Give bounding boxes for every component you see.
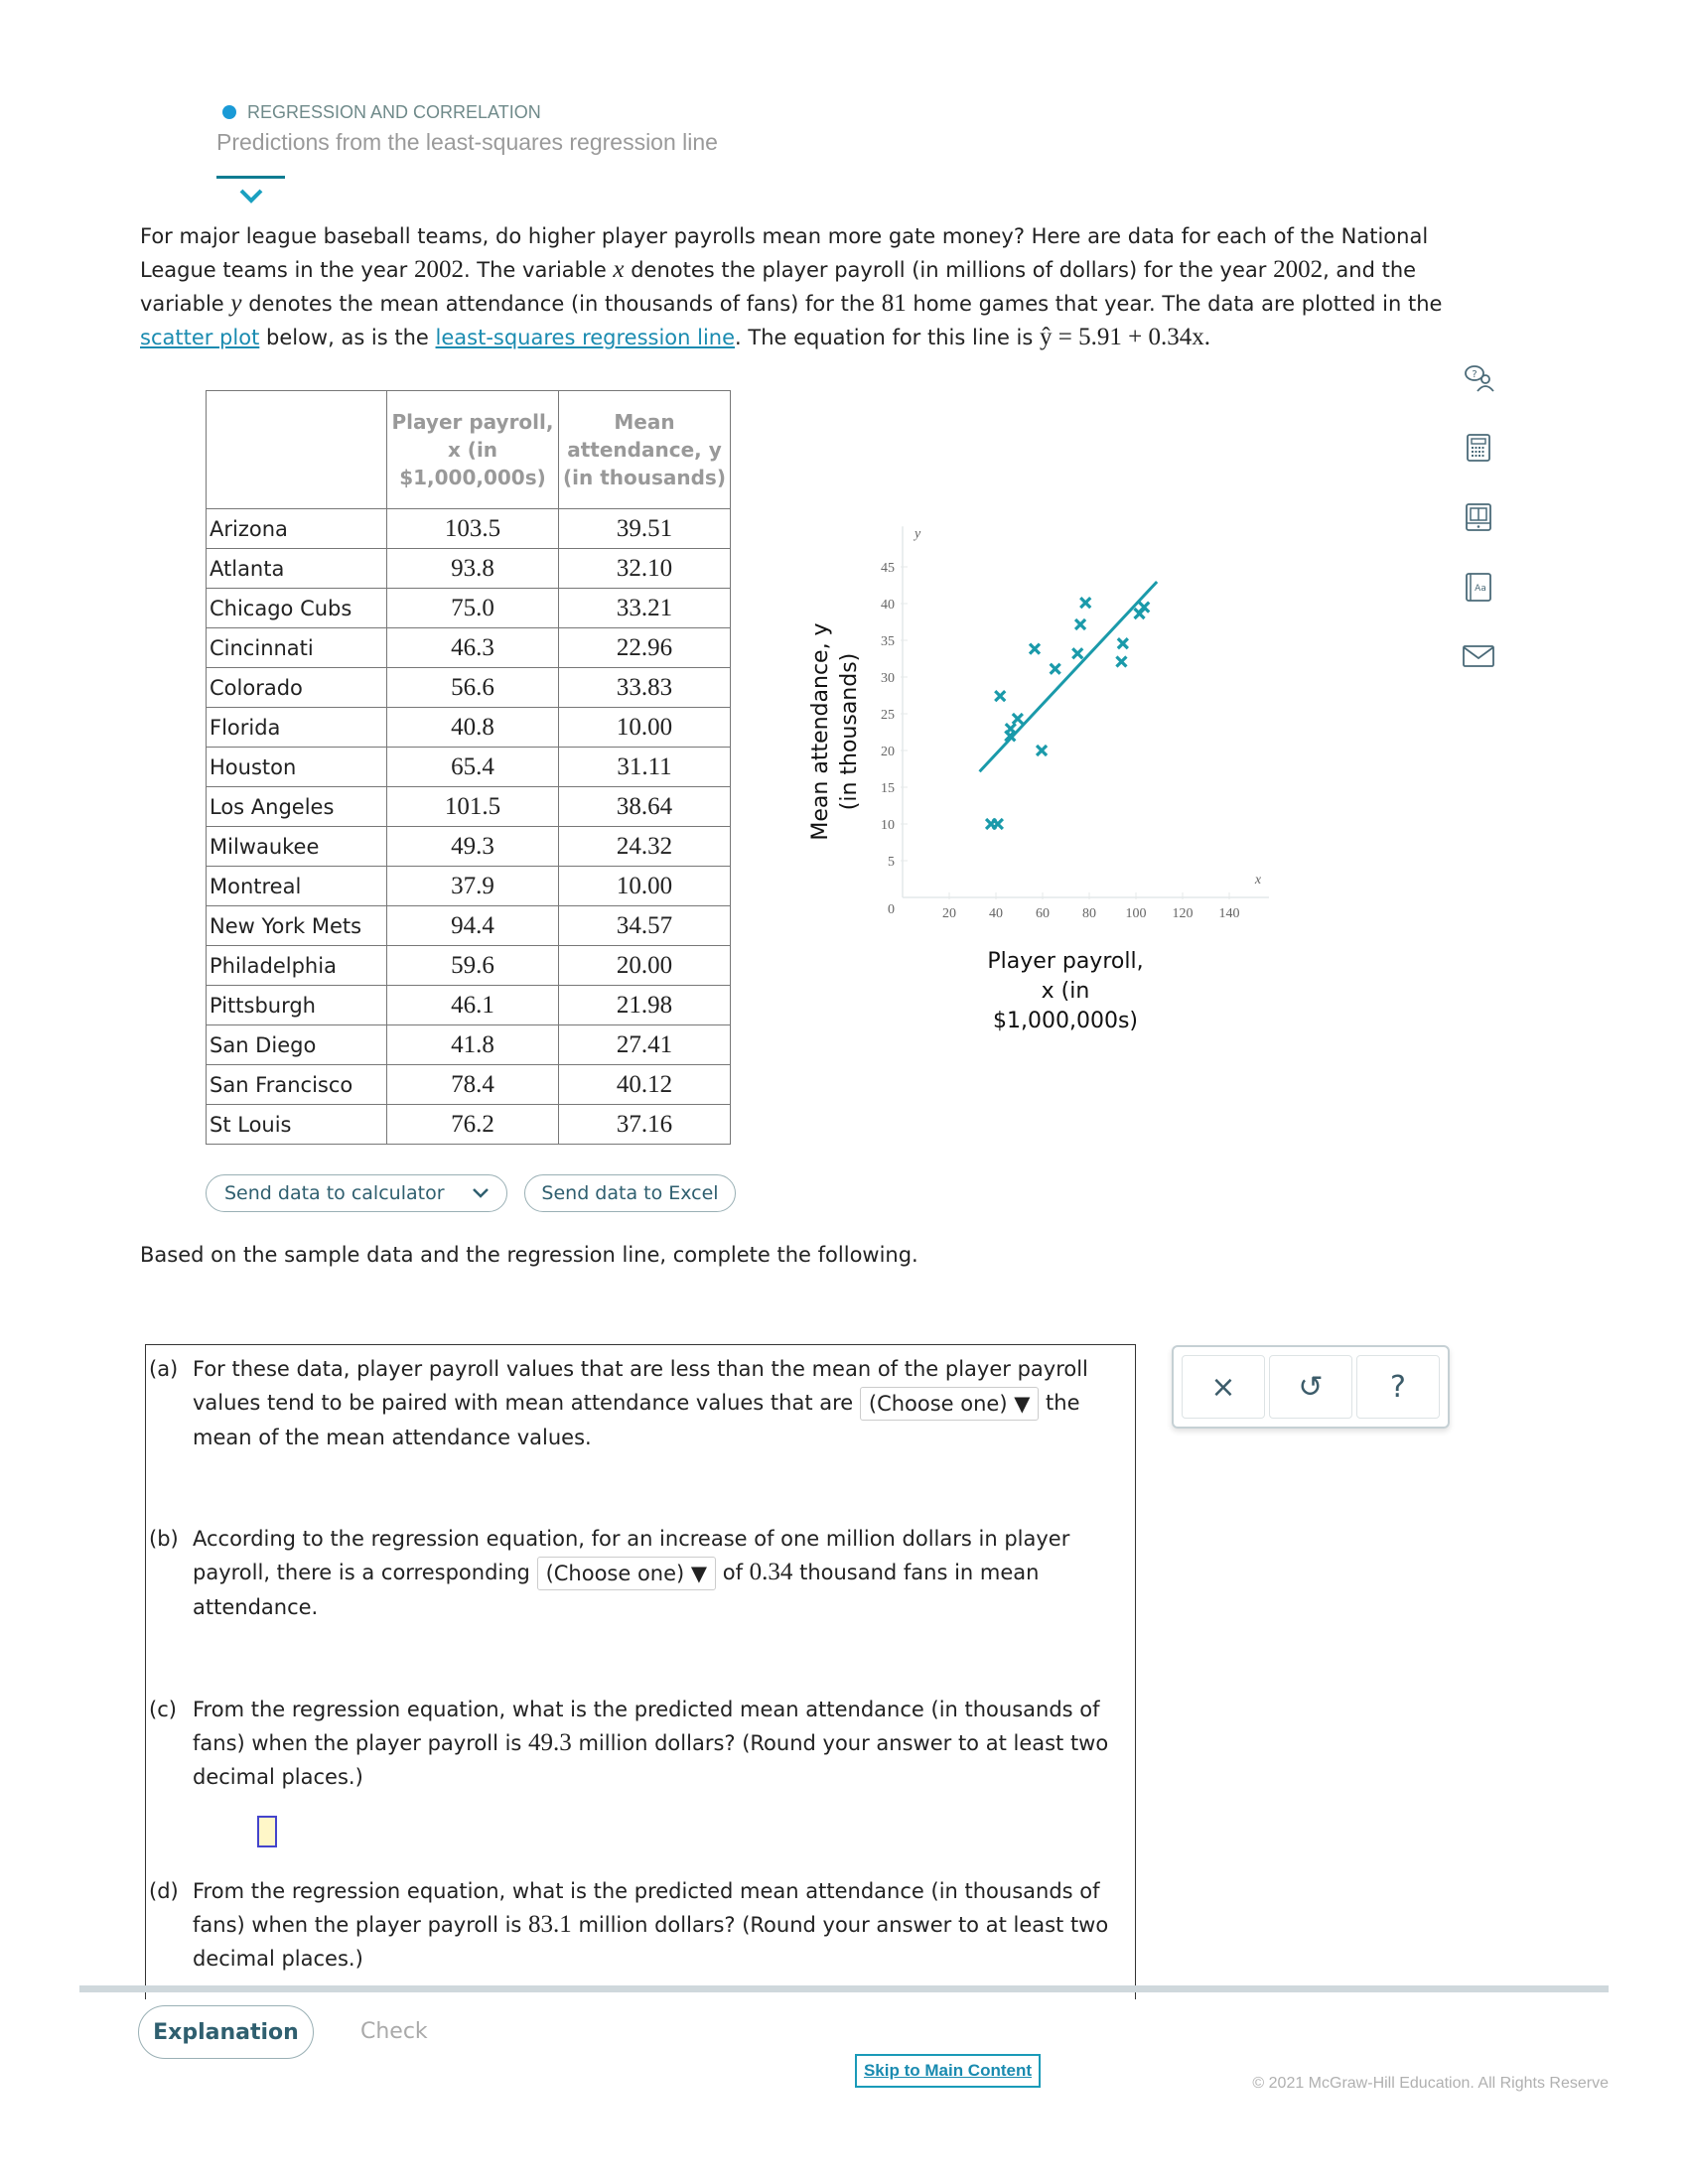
payroll-cell: 59.6 [387,946,559,986]
data-point [986,819,996,829]
y-tick-label: 10 [881,818,895,833]
regression-line-link[interactable]: least-squares regression line [435,326,736,349]
clear-button[interactable] [1182,1355,1265,1419]
question-label: (d) [149,1879,179,1903]
data-point [1013,714,1023,724]
scatter-plot [774,516,1291,1092]
attendance-cell: 33.21 [559,589,731,628]
table-row [207,708,731,748]
x-tick-label: 20 [942,906,956,921]
regression-equation: ŷ = 5.91 + 0.34x. [1040,324,1210,350]
footer-divider [79,1985,1609,1992]
data-point [1116,656,1126,666]
payroll-cell: 101.5 [387,787,559,827]
send-to-calculator-button[interactable] [206,1174,507,1212]
attendance-cell: 39.51 [559,509,731,549]
copyright: © 2021 McGraw-Hill Education. All Rights Reserve [1252,2075,1609,2092]
payroll-cell: 65.4 [387,748,559,787]
x-axis-label: Player payroll, [987,949,1144,974]
x-tick-label: 60 [1036,906,1050,921]
attendance-cell: 33.83 [559,668,731,708]
data-point [1075,619,1085,629]
x-axis-name: x [1254,873,1262,887]
attendance-cell: 31.11 [559,748,731,787]
data-table [206,390,731,1145]
problem-statement [140,220,1451,354]
question-text: thousand fans in mean attendance. [193,1561,1040,1619]
table-row [207,787,731,827]
question-b [149,1522,1132,1624]
team-name: Chicago Cubs [207,589,387,628]
table-header-team [207,391,387,509]
dictionary-icon[interactable] [1462,570,1495,604]
team-name: Cincinnati [207,628,387,668]
payroll-cell: 40.8 [387,708,559,748]
team-name: Montreal [207,867,387,906]
x-axis-label: $1,000,000s) [992,1009,1139,1033]
data-point [1037,746,1047,755]
team-name: Arizona [207,509,387,549]
page-title: Predictions from the least-squares regression line [216,129,718,155]
team-name: Pittsburgh [207,986,387,1025]
payroll-cell: 94.4 [387,906,559,946]
payroll-cell: 78.4 [387,1065,559,1105]
payroll-value: 83.1 [528,1911,572,1938]
x-tick-label: 40 [989,906,1003,921]
payroll-cell: 41.8 [387,1025,559,1065]
x-tick-label: 80 [1082,906,1096,921]
team-name: Philadelphia [207,946,387,986]
check-button[interactable]: Check [360,2019,428,2044]
question-label: (b) [149,1527,179,1551]
table-row [207,827,731,867]
topic-label: REGRESSION AND CORRELATION [247,102,541,122]
undo-icon: ↺ [1298,1369,1324,1405]
ask-instructor-icon[interactable] [1462,361,1495,395]
data-point [995,691,1005,701]
send-to-calculator-label: Send data to calculator [224,1182,445,1204]
instructions-text: Based on the sample data and the regression line, complete the following. [140,1243,918,1267]
team-name: Houston [207,748,387,787]
intro-text: . The equation for this line is [735,326,1041,349]
var-x: x [613,256,625,283]
question-text: million dollars? (Round your answer to at least two decimal places.) [193,1731,1109,1789]
table-row [207,668,731,708]
team-name: New York Mets [207,906,387,946]
intro-text: denotes the player payroll (in millions of dollars) for the year [624,258,1274,282]
attendance-cell: 21.98 [559,986,731,1025]
var-y: y [230,290,242,317]
table-row [207,867,731,906]
y-tick-label: 25 [881,708,895,723]
payroll-cell: 76.2 [387,1105,559,1145]
team-name: San Francisco [207,1065,387,1105]
attendance-cell: 20.00 [559,946,731,986]
attendance-cell: 10.00 [559,708,731,748]
y-tick-label: 20 [881,745,895,759]
table-row [207,748,731,787]
question-label: (c) [149,1698,177,1721]
team-name: Colorado [207,668,387,708]
question-text: From the regression equation, what is the predicted mean attendance (in thousands of fans) when the player payroll is [193,1698,1100,1755]
x-tick-label: 120 [1172,906,1194,921]
team-name: Los Angeles [207,787,387,827]
payroll-cell: 46.1 [387,986,559,1025]
table-row [207,906,731,946]
table-header-payroll: Player payroll, x (in $1,000,000s) [387,391,559,509]
x-tick-label: 100 [1125,906,1147,921]
table-row [207,1105,731,1145]
scatter-plot-link[interactable]: scatter plot [140,326,260,349]
data-point [1051,664,1060,674]
table-row [207,628,731,668]
chevron-down-icon[interactable] [236,185,266,208]
attendance-cell: 27.41 [559,1025,731,1065]
table-header-attendance: Mean attendance, y (in thousands) [559,391,731,509]
payroll-cell: 46.3 [387,628,559,668]
attendance-cell: 37.16 [559,1105,731,1145]
chevron-down-icon [471,1186,491,1200]
table-row [207,589,731,628]
y-tick-label: 30 [881,671,895,686]
team-name: Florida [207,708,387,748]
payroll-cell: 75.0 [387,589,559,628]
question-d [149,1874,1132,1976]
y-tick-label: 40 [881,598,895,613]
payroll-cell: 103.5 [387,509,559,549]
skip-to-main-content-link[interactable]: Skip to Main Content [855,2054,1041,2088]
payroll-cell: 93.8 [387,549,559,589]
y-axis-label: Mean attendance, y [808,622,833,841]
table-row [207,549,731,589]
data-point [1080,598,1090,608]
team-name: Atlanta [207,549,387,589]
games-value: 81 [881,290,907,317]
attendance-cell: 22.96 [559,628,731,668]
intro-text: below, as is the [259,326,436,349]
table-row [207,946,731,986]
question-a [149,1352,1132,1454]
question-text: For these data, player payroll values that are less than the mean of the player payroll values tend to be paired with mean attendance values that are [193,1357,1088,1415]
table-row [207,1025,731,1065]
team-name: Milwaukee [207,827,387,867]
payroll-value: 49.3 [528,1729,572,1756]
question-text: million dollars? (Round your answer to at least two decimal places.) [193,1913,1109,1971]
data-point [1118,638,1128,648]
answer-input-c[interactable] [257,1816,277,1847]
explanation-button[interactable]: Explanation [138,2005,314,2059]
intro-text: For major league baseball teams, do higher player payrolls mean more gate money? Here are data for each of the National League teams in the year [140,224,1429,282]
send-to-excel-label: Send data to Excel [541,1182,719,1204]
origin-label: 0 [888,902,895,917]
attendance-cell: 10.00 [559,867,731,906]
table-row [207,509,731,549]
question-c [149,1693,1132,1794]
help-icon: ? [1390,1369,1406,1405]
question-text: the mean of the mean attendance values. [193,1391,1080,1449]
regression-line [980,582,1158,771]
help-button[interactable] [1356,1355,1440,1419]
y-tick-label: 5 [888,855,895,870]
intro-text: , and the variable [140,258,1417,316]
attendance-cell: 38.64 [559,787,731,827]
svg-text:?: ? [1472,369,1477,380]
team-name: San Diego [207,1025,387,1065]
payroll-cell: 56.6 [387,668,559,708]
send-to-excel-button[interactable] [524,1174,736,1212]
close-icon: × [1210,1369,1236,1405]
y-tick-label: 45 [881,561,895,576]
topic-dot-icon [222,105,236,119]
question-text: of [716,1561,750,1584]
intro-text: home games that year. The data are plotted in the [906,292,1443,316]
team-name: St Louis [207,1105,387,1145]
question-text: From the regression equation, what is the predicted mean attendance (in thousands of fans) when the player payroll is [193,1879,1100,1937]
y-axis-label: (in thousands) [837,652,862,811]
y-tick-label: 15 [881,781,895,796]
data-point [1072,648,1082,658]
x-tick-label: 140 [1218,906,1240,921]
table-row [207,986,731,1025]
year-value: 2002 [413,256,464,283]
undo-button[interactable] [1269,1355,1352,1419]
mail-icon[interactable] [1462,639,1495,673]
choose-one-dropdown-a[interactable]: (Choose one) ▼ [860,1387,1040,1421]
y-axis-name: y [914,526,921,542]
payroll-cell: 37.9 [387,867,559,906]
attendance-cell: 40.12 [559,1065,731,1105]
choose-one-dropdown-b[interactable]: (Choose one) ▼ [537,1557,717,1590]
attendance-cell: 32.10 [559,549,731,589]
table-row [207,1065,731,1105]
title-underline [216,176,285,179]
data-point [1030,644,1040,654]
x-axis-label: x (in [1041,979,1090,1004]
slope-value: 0.34 [749,1559,793,1585]
intro-text: denotes the mean attendance (in thousands of fans) for the [241,292,882,316]
attendance-cell: 24.32 [559,827,731,867]
question-label: (a) [149,1357,179,1381]
attendance-cell: 34.57 [559,906,731,946]
payroll-cell: 49.3 [387,827,559,867]
answer-tools [1172,1345,1450,1429]
svg-text:Aa: Aa [1475,584,1486,594]
year-value: 2002 [1273,256,1324,283]
y-tick-label: 35 [881,634,895,649]
calculator-icon[interactable] [1462,431,1495,465]
ebook-icon[interactable] [1462,500,1495,534]
question-text: According to the regression equation, for an increase of one million dollars in player payroll, there is a corresponding [193,1527,1070,1584]
intro-text: . The variable [463,258,614,282]
